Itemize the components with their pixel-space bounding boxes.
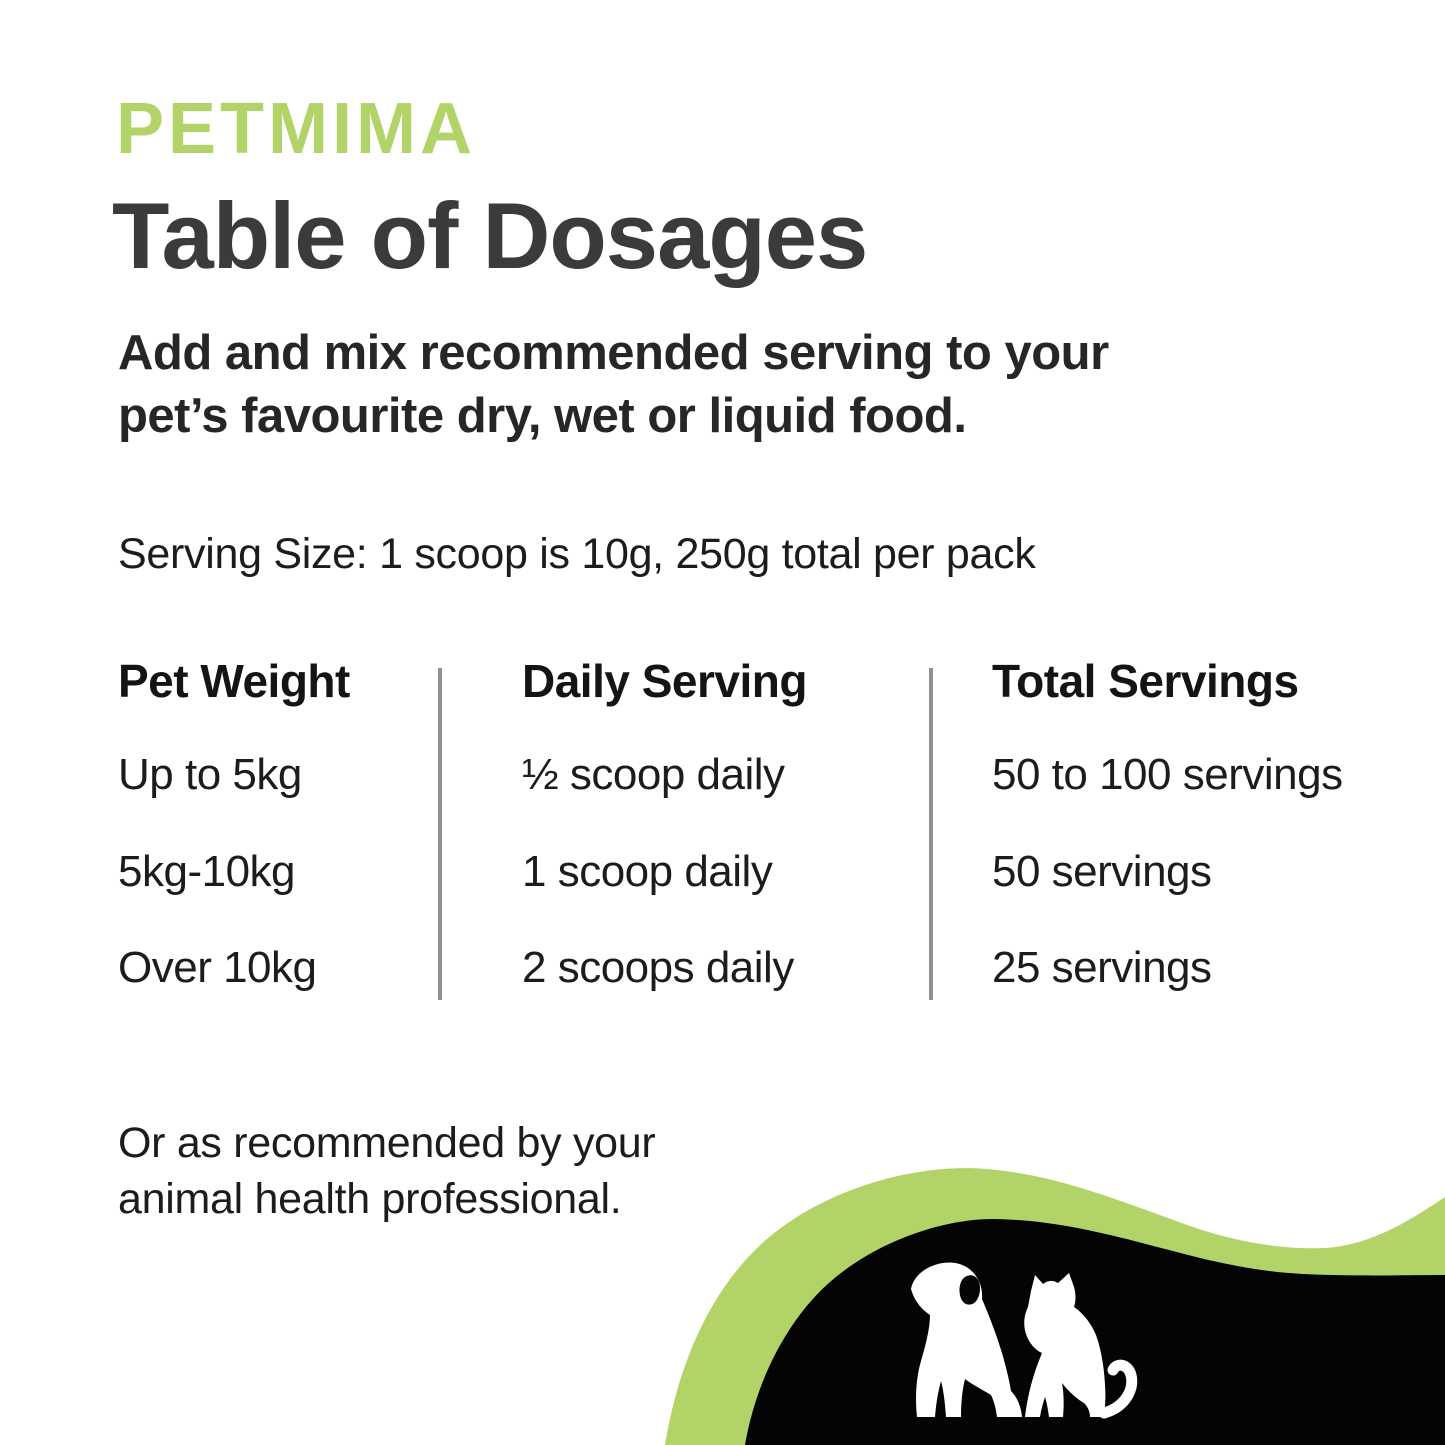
corner-decoration xyxy=(645,1123,1445,1445)
footer-note-line-2: animal health professional. xyxy=(118,1175,622,1223)
table-cell-total-servings: 25 servings xyxy=(992,943,1212,992)
table-cell-total-servings: 50 to 100 servings xyxy=(992,750,1343,799)
intro-text xyxy=(118,322,1109,448)
intro-line-2: pet’s favourite dry, wet or liquid food. xyxy=(118,389,967,443)
table-column-divider xyxy=(438,668,442,1000)
brand-logo: PETMIMA xyxy=(116,89,476,169)
column-header-daily-serving: Daily Serving xyxy=(522,655,807,707)
table-cell-daily-serving: 1 scoop daily xyxy=(522,847,773,896)
table-cell-pet-weight: Over 10kg xyxy=(118,943,317,992)
table-cell-total-servings: 50 servings xyxy=(992,847,1212,896)
table-cell-pet-weight: Up to 5kg xyxy=(118,750,302,799)
footer-note xyxy=(118,1115,655,1227)
intro-line-1: Add and mix recommended serving to your xyxy=(118,326,1109,380)
footer-note-line-1: Or as recommended by your xyxy=(118,1119,656,1167)
column-header-pet-weight: Pet Weight xyxy=(118,655,350,707)
serving-size-note: Serving Size: 1 scoop is 10g, 250g total per pack xyxy=(118,530,1036,578)
table-cell-daily-serving: ½ scoop daily xyxy=(522,750,785,799)
column-header-total-servings: Total Servings xyxy=(992,655,1299,707)
page-title: Table of Dosages xyxy=(112,183,868,288)
table-column-divider xyxy=(929,668,933,1000)
table-cell-daily-serving: 2 scoops daily xyxy=(522,943,794,992)
table-cell-pet-weight: 5kg-10kg xyxy=(118,847,296,896)
